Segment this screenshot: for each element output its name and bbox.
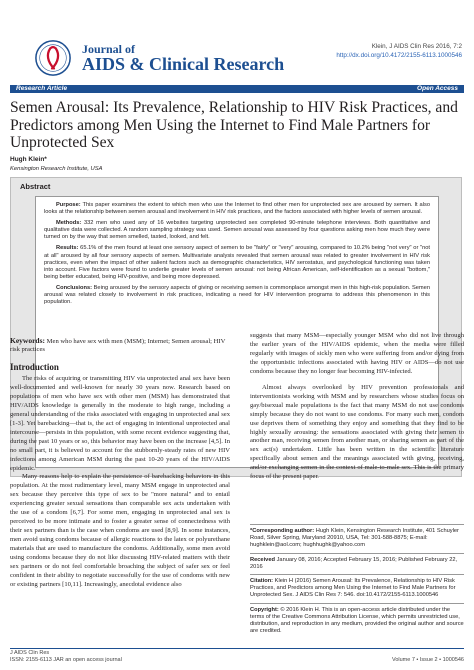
author-name: Hugh Klein* — [10, 156, 47, 163]
copyright-label: Copyright: — [250, 606, 279, 613]
corr-divider-1 — [250, 550, 464, 554]
citation-block — [336, 42, 462, 60]
methods-label: Methods: — [56, 220, 82, 227]
correspondence-block — [250, 528, 464, 635]
journal-logo-icon — [34, 39, 72, 77]
results-text: 65.1% of the men found at least one sensory aspect of semen to be "fairly" or "very" arousing, compared to 10.2% being "not very" or "not at all" aroused by all four sensory aspects of semen. Multivariate analysis revealed that semen arousal was related to greater involvement in HIV risk practices, even when the impact of other salient factors such as demographic characteristics, HIV serostatus, and psychological functioning was taken into account. Five factors were found to underlie greater levels of semen arousal: not being African American, self-identification as a sexual "bottom," being better educated, being HIV-positive, and being more depressed. — [44, 245, 430, 280]
received-text: January 08, 2016; Accepted February 15, 2016; Published February 22, 2016 — [250, 556, 458, 570]
methods-text: 332 men who used any of 16 websites targeting unprotected sex completed 90-minute telephone interviews. Both quantitative and qualitative data were collected. A random sampling strategy was used. Semen arousal was assessed by four questions asking men how much they were turned on by the way that semen smelled, tasted, looked, and felt. — [44, 220, 430, 241]
footer-volume: Volume 7 • Issue 2 • 1000546 — [391, 657, 464, 663]
intro-paragraph-2: Many reasons help to explain the persistence of barebacking behaviors in this population. At the most rudimentary level, many MSM engage in unprotected anal sex because they perceive this type of sex to be "more natural" and to entail experiencing greater sexual sensations than comparable sex acts undertaken with the use of a condom [6,7]. For some men, engaging in unprotected anal sex is perceived to be more intimate and to foster a greater sense of connectedness with their sex partners than is the case when condoms are used [8,9]. In some instances, men avoid using condoms because of allergic reactions to the latex or polyurethane materials that are used to manufacture the condoms. Additionally, some men avoid using condoms because they do not like discussing HIV-related matters with their sex partners or do not feel comfortable broaching the subject of safer sex or feel confident in their ability to negotiate successfully for the use of condoms with new or existing partners [10,11]. Increasingly, anecdotal evidence also — [10, 473, 230, 588]
corresponding-author — [250, 528, 464, 550]
open-access-label: Open Access — [417, 85, 458, 92]
journal-name: AIDS & Clinical Research — [82, 54, 285, 74]
intro-paragraph-1: The risks of acquiring or transmitting HIV via unprotected anal sex have been well-documented and well-known for nearly 30 years now. Research based on populations of men who have sex with other men (MSM) has demonstrated that HIV/AIDS knowledge is generally in the moderate to high range, including a general understanding of the risks associated with engaging in unprotected anal sex [1-3]. Yet barebacking—that is, the act of engaging in intentional unprotected anal intercourse—persists in this population, with some recent evidence suggesting that, during the past 10 years or so, this behavior may have been on the increase [4,5]. In no small part, it is believed to account for the stubbornly-steady rates of new HIV infections among American MSM during the past 10-20 years of the HIV/AIDS epidemic. — [10, 375, 230, 472]
footer-issn: ISSN: 2155-6113 JAR an open access journal — [10, 657, 122, 663]
journal-header — [0, 0, 474, 84]
citation-info-text: Klein H (2016) Semen Arousal: Its Prevalence, Relationship to HIV Risk Practices, and Predictors among Men Using the Internet to Find Male Partners for Unprotected Sex. J AIDS Clin Res 7: 546. doi:10.4172/2155-6113.1000546 — [250, 578, 456, 599]
article-type-bar — [10, 85, 464, 93]
citation-text: Klein, J AIDS Clin Res 2016, 7:2 — [371, 43, 462, 50]
abstract-heading: Abstract — [20, 182, 51, 191]
received-dates — [250, 557, 464, 571]
corr-author-text: Hugh Klein, Kensington Research Institute, 401 Schuyler Road, Silver Spring, Maryland 20910, USA, Tel: 301-588-8875; E-mail: hughklein@aol.com; hughhughk@yahoo.com — [250, 528, 459, 549]
author-affiliation: Kensington Research Institute, USA — [10, 166, 103, 172]
conclusions-label: Conclusions: — [56, 284, 93, 291]
abstract-conclusions — [44, 285, 430, 306]
corr-divider-3 — [250, 600, 464, 604]
citation-info — [250, 578, 464, 600]
introduction-heading: Introduction — [10, 362, 59, 372]
correspondence-divider — [250, 524, 464, 525]
corr-divider-2 — [250, 571, 464, 575]
right-column — [250, 332, 464, 482]
intro-paragraph-4: Almost always overlooked by HIV prevention professionals and interventionists working with MSM and by researchers whose studies focus on gay/bisexual male populations is the fact that many MSM do not use condoms simply because they do not want to use condoms. For many such men, condom use deprives them of something they enjoy and something that they find to be highly sexually arousing: the sensations associated with giving their semen to another man, receiving semen from another man, or sharing semen as part of the sex act(s) undertaken. Little has been written in the scientific literature specifically about semen and the meanings associated with giving, receiving, and/or exchanging semen in the context of male-to-male sex. This is the primary focus of the present paper. — [250, 383, 464, 481]
keywords — [10, 337, 230, 355]
abstract-results — [44, 245, 430, 280]
intro-paragraph-3: suggests that many MSM—especially younger MSM who did not live through the earlier years of the HIV/AIDS epidemic, when the media were filled regularly with images of sickly men who were suffering from and/or dying from the opportunistic infections associated with having HIV or AIDS—do not use condoms because they no longer fear becoming HIV-infected. — [250, 332, 464, 375]
abstract-purpose — [44, 202, 430, 216]
journal-of-label: Journal of — [82, 42, 136, 56]
purpose-label: Purpose: — [56, 202, 81, 208]
left-column — [10, 375, 230, 590]
footer-journal-info — [10, 650, 122, 664]
received-label: Received — [250, 556, 275, 563]
doi-link[interactable]: http://dx.doi.org/10.4172/2155-6113.1000546 — [336, 52, 462, 59]
citation-label: Citation: — [250, 578, 274, 585]
results-label: Results: — [56, 245, 79, 252]
copyright-text: © 2016 Klein H. This is an open-access article distributed under the terms of the Creative Commons Attribution License, which permits unrestricted use, distribution, and reproduction in any medium, provided the original author and source are credited. — [250, 606, 464, 635]
article-type-label: Research Article — [16, 85, 68, 92]
purpose-text: This paper examines the extent to which men who use the Internet to find other men for unprotected sex are aroused by semen. It also looks at the relationship between semen arousal and involvement in HIV risk practices, and the factors associated with higher levels of semen arousal. — [44, 202, 430, 216]
footer-journal-name: J AIDS Clin Res — [10, 650, 50, 656]
keywords-label: Keywords: — [10, 336, 45, 345]
corr-author-label: *Corresponding author: — [250, 528, 315, 534]
abstract-methods — [44, 220, 430, 241]
paper-title: Semen Arousal: Its Prevalence, Relationship to HIV Risk Practices, and Predictors among Men Using the Internet to Find Male Partners for Unprotected Sex — [10, 99, 458, 151]
copyright-info — [250, 607, 464, 636]
footer-divider — [10, 648, 464, 649]
conclusions-text: Being aroused by the sensory aspects of giving or receiving semen is commonplace amongst men in this high-risk population. Semen arousal was related closely to involvement in risk practices, indicating a need for HIV intervention programs to address this phenomenon in this population. — [44, 284, 430, 306]
keywords-text: Men who have sex with men (MSM); Internet; Semen arousal; HIV risk practices — [10, 338, 226, 354]
